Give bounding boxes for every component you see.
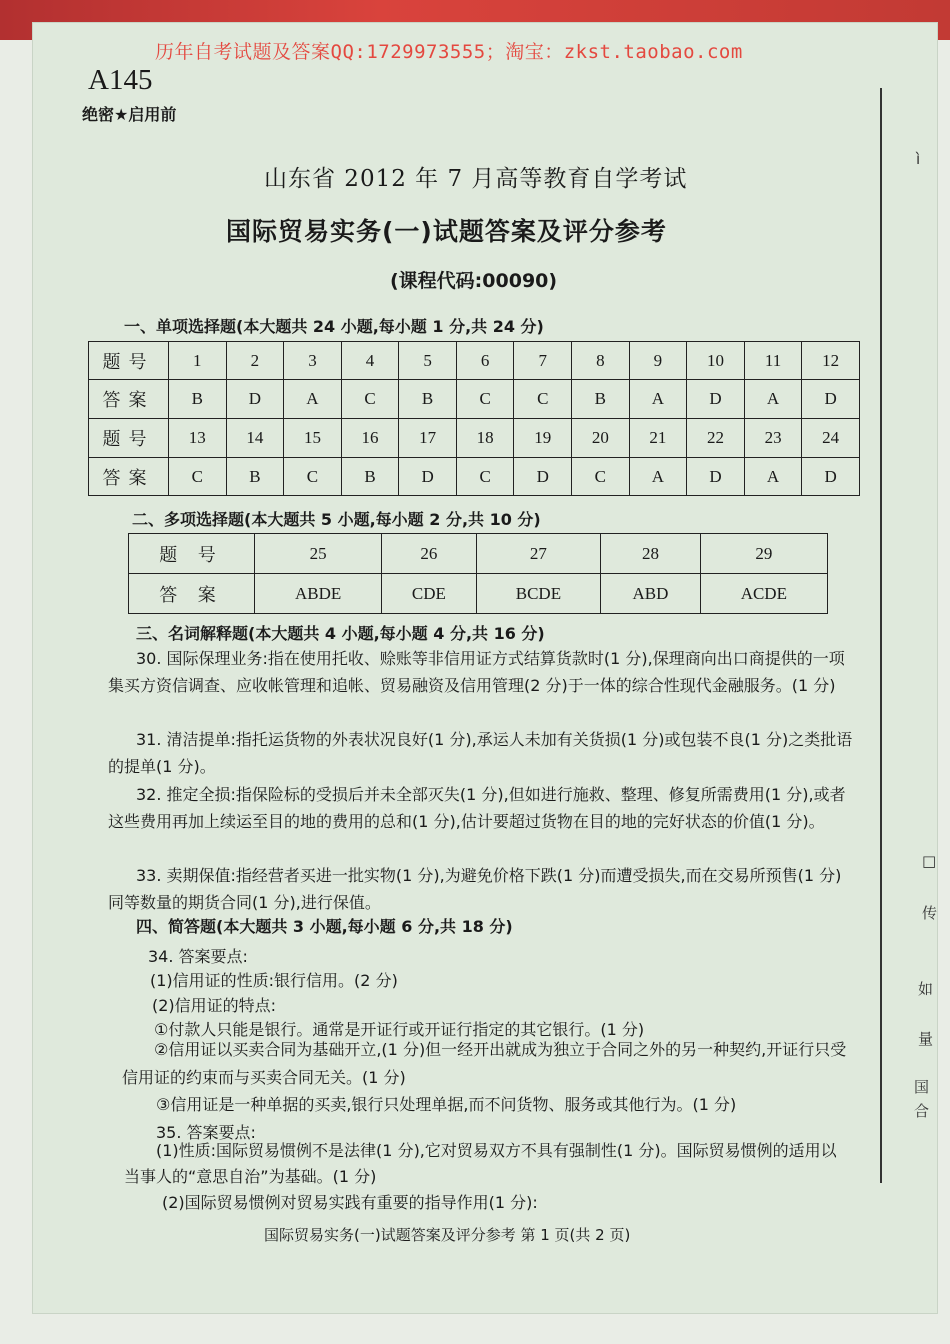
- watermark-text: 历年自考试题及答案QQ:1729973555；淘宝：zkst.taobao.com: [155, 41, 743, 63]
- question-number: 18: [456, 419, 514, 458]
- edge-fragment: 国: [914, 1078, 930, 1096]
- answer-cell: B: [226, 458, 284, 496]
- answer-cell: C: [456, 380, 514, 419]
- question-number: 3: [284, 342, 342, 380]
- edge-fragment: 如: [918, 980, 934, 998]
- answer-cell: A: [744, 458, 802, 496]
- edge-fragment: 量: [918, 1030, 934, 1048]
- question-number: 15: [284, 419, 342, 458]
- question-number: 10: [687, 342, 745, 380]
- answer-point: ①付款人只能是银行。通常是开证行或开证行指定的其它银行。(1 分): [154, 1020, 645, 1039]
- question-number: 23: [744, 419, 802, 458]
- answer-point: (2)信用证的特点:: [152, 996, 277, 1015]
- answer-row: [89, 458, 860, 496]
- answer-point: (1)信用证的性质:银行信用。(2 分): [150, 971, 398, 990]
- question-number: 16: [341, 419, 399, 458]
- question-number: 4: [341, 342, 399, 380]
- section4-heading: 四、简答题(本大题共 3 小题,每小题 6 分,共 18 分): [136, 917, 513, 936]
- answer-cell: A: [284, 380, 342, 419]
- edge-fragment: 合: [914, 1102, 930, 1120]
- row-label: 题号: [89, 342, 169, 380]
- answer-cell: ABD: [601, 574, 700, 614]
- answer-point: (1)性质:国际贸易惯例不是法律(1 分),它对贸易双方不具有强制性(1 分)。国际贸易惯例的适用以当事人的“意思自治”为基础。(1 分): [124, 1141, 837, 1186]
- answer-cell: B: [572, 380, 630, 419]
- row-label: 题号: [89, 419, 169, 458]
- answer-cell: A: [744, 380, 802, 419]
- definition-item: 33. 卖期保值:指经营者买进一批实物(1 分),为避免价格下跌(1 分)而遭受损失,而在交易所预售(1 分)同等数量的期货合同(1 分),进行保值。: [108, 866, 842, 912]
- row-label: 答案: [89, 458, 169, 496]
- definition-item: 30. 国际保理业务:指在使用托收、赊账等非信用证方式结算货款时(1 分),保理商向出口商提供的一项集买方资信调查、应收帐管理和追帐、贸易融资及信用管理(2 分)于一体的综合性现代金融服务。(1 分): [108, 649, 845, 695]
- question-number: 13: [169, 419, 227, 458]
- question-number: 21: [629, 419, 687, 458]
- question-number: 22: [687, 419, 745, 458]
- answer-cell: CDE: [382, 574, 476, 614]
- question-number: 5: [399, 342, 457, 380]
- answer-point: ③信用证是一种单据的买卖,银行只处理单据,而不问货物、服务或其他行为。(1 分): [156, 1095, 737, 1114]
- answer-cell: A: [629, 458, 687, 496]
- single-choice-table: [88, 341, 860, 496]
- question-number: 19: [514, 419, 572, 458]
- question-number: 29: [700, 534, 827, 574]
- exam-title: 山东省 2012 年 7 月高等教育自学考试: [264, 166, 688, 192]
- question-number: 12: [802, 342, 860, 380]
- answer-cell: C: [284, 458, 342, 496]
- section3-heading: 三、名词解释题(本大题共 4 小题,每小题 4 分,共 16 分): [136, 624, 545, 643]
- row-label: 答案: [89, 380, 169, 419]
- answer-cell: D: [687, 458, 745, 496]
- answer-cell: D: [802, 380, 860, 419]
- section1-heading: 一、单项选择题(本大题共 24 小题,每小题 1 分,共 24 分): [124, 317, 544, 336]
- question-number: 6: [456, 342, 514, 380]
- edge-fragment: ì: [916, 150, 921, 168]
- question-number: 17: [399, 419, 457, 458]
- question-number: 11: [744, 342, 802, 380]
- edge-fragment: □: [922, 852, 937, 870]
- answer-cell: D: [802, 458, 860, 496]
- question-row: [89, 419, 860, 458]
- section2-heading: 二、多项选择题(本大题共 5 小题,每小题 2 分,共 10 分): [132, 510, 541, 529]
- answer-cell: D: [399, 458, 457, 496]
- secret-label: 绝密★启用前: [82, 105, 177, 124]
- answer-cell: BCDE: [476, 574, 601, 614]
- question-number: 28: [601, 534, 700, 574]
- answer-cell: B: [169, 380, 227, 419]
- answer-cell: A: [629, 380, 687, 419]
- answer-cell: ACDE: [700, 574, 827, 614]
- answer-cell: D: [687, 380, 745, 419]
- answer-cell: C: [341, 380, 399, 419]
- question-number: 24: [802, 419, 860, 458]
- question-number: 8: [572, 342, 630, 380]
- answer-row: [129, 574, 828, 614]
- answer-cell: C: [169, 458, 227, 496]
- page-edge-line: [880, 88, 882, 1183]
- page-footer: 国际贸易实务(一)试题答案及评分参考 第 1 页(共 2 页): [264, 1226, 631, 1244]
- question-number: 1: [169, 342, 227, 380]
- question-row: [129, 534, 828, 574]
- answer-point: 35. 答案要点:: [156, 1123, 256, 1142]
- answer-cell: C: [572, 458, 630, 496]
- edge-fragment: 传: [922, 904, 938, 922]
- exam-code: A145: [88, 64, 153, 96]
- answer-point: (2)国际贸易惯例对贸易实践有重要的指导作用(1 分):: [162, 1193, 538, 1212]
- question-number: 20: [572, 419, 630, 458]
- row-label: 题 号: [129, 534, 255, 574]
- definition-item: 31. 清洁提单:指托运货物的外表状况良好(1 分),承运人未加有关货损(1 分)或包装不良(1 分)之类批语的提单(1 分)。: [108, 730, 853, 776]
- answer-cell: D: [226, 380, 284, 419]
- answer-cell: C: [456, 458, 514, 496]
- definition-item: 32. 推定全损:指保险标的受损后并未全部灭失(1 分),但如进行施救、整理、修复所需费用(1 分),或者这些费用再加上续运至目的地的费用的总和(1 分),估计要超过货物在目的地的完好状态的价值(1 分)。: [108, 785, 846, 831]
- answer-cell: ABDE: [255, 574, 382, 614]
- question-number: 27: [476, 534, 601, 574]
- answer-point: ②信用证以买卖合同为基础开立,(1 分)但一经开出就成为独立于合同之外的另一种契约,开证行只受信用证的约束而与买卖合同无关。(1 分): [122, 1040, 847, 1087]
- question-number: 7: [514, 342, 572, 380]
- question-number: 2: [226, 342, 284, 380]
- question-row: [89, 342, 860, 380]
- answer-cell: B: [399, 380, 457, 419]
- question-number: 9: [629, 342, 687, 380]
- answer-point: 34. 答案要点:: [148, 947, 248, 966]
- course-code: (课程代码:00090): [390, 270, 558, 292]
- question-number: 25: [255, 534, 382, 574]
- answer-cell: C: [514, 380, 572, 419]
- multiple-choice-table: [128, 533, 828, 614]
- answer-cell: B: [341, 458, 399, 496]
- answer-row: [89, 380, 860, 419]
- question-number: 26: [382, 534, 476, 574]
- row-label: 答 案: [129, 574, 255, 614]
- answer-cell: D: [514, 458, 572, 496]
- paper-title: 国际贸易实务(一)试题答案及评分参考: [226, 217, 667, 246]
- question-number: 14: [226, 419, 284, 458]
